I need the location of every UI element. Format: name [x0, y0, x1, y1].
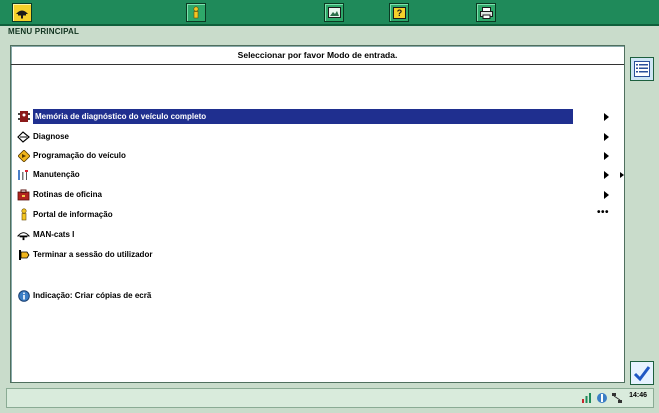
menu-item-label: Manutenção [33, 170, 80, 179]
man-cats-icon [15, 7, 29, 19]
man-cats-button[interactable] [12, 3, 32, 22]
submenu-arrow-icon [604, 171, 609, 179]
image-icon [328, 7, 341, 18]
list-icon [634, 61, 650, 77]
list-view-button[interactable] [630, 57, 654, 81]
menu-item-label: Portal de informação [33, 210, 113, 219]
menu-item-label: Rotinas de oficina [33, 190, 102, 199]
information-portal-icon [191, 6, 201, 19]
clock: 14:46 [629, 392, 647, 399]
menu-item-fault-memory[interactable] [17, 108, 617, 125]
checkmark-icon [633, 364, 651, 382]
menu-item-portal-informacao[interactable] [17, 206, 617, 223]
submenu-arrow-icon [604, 152, 609, 160]
menu-item-rotinas-oficina[interactable] [17, 186, 617, 203]
menu-item-label: Programação do veículo [33, 151, 126, 160]
menu-item-label: MAN-cats I [33, 230, 75, 239]
main-panel [10, 45, 625, 383]
submenu-arrow-icon [604, 133, 609, 141]
submenu-arrow-icon [604, 191, 609, 199]
print-icon [480, 7, 493, 19]
status-bar [6, 388, 654, 408]
network-icon [611, 391, 623, 403]
information-portal-button[interactable] [186, 3, 206, 22]
menu-title: MENU PRINCIPAL [8, 27, 80, 36]
fault-memory-icon [17, 110, 30, 123]
print-button[interactable] [476, 3, 496, 22]
submenu-arrow-icon [604, 113, 609, 121]
menu-item-man-cats[interactable] [17, 226, 617, 243]
menu-item-manutencao[interactable] [17, 166, 617, 183]
menu-item-screenshot-hint[interactable] [17, 287, 617, 304]
information-portal-icon [17, 208, 30, 221]
menu-item-label: Indicação: Criar cópias de ecrã [33, 291, 152, 300]
info-icon [17, 289, 30, 302]
instruction-header: Seleccionar por favor Modo de entrada. [11, 46, 624, 65]
top-toolbar [0, 0, 659, 26]
maintenance-icon [17, 168, 30, 181]
confirm-button[interactable] [630, 361, 654, 385]
tools-icon [596, 391, 608, 403]
menu-item-label: Memória de diagnóstico do veículo completo [35, 112, 207, 121]
menu-item-diagnose[interactable] [17, 128, 617, 145]
programming-icon [17, 149, 30, 162]
logout-icon [17, 248, 30, 261]
more-options-icon: ••• [597, 207, 610, 218]
man-cats-icon [17, 228, 30, 241]
workshop-icon [17, 188, 30, 201]
menu-item-label: Terminar a sessão do utilizador [33, 250, 153, 259]
help-button[interactable] [389, 3, 409, 22]
submenu-arrow-icon [620, 172, 624, 178]
svg-text:?: ? [396, 7, 402, 18]
help-icon [393, 7, 406, 19]
menu-item-programacao[interactable] [17, 147, 617, 164]
diagnosis-icon [17, 130, 30, 143]
menu-item-logout[interactable] [17, 246, 617, 263]
signal-icon [581, 391, 593, 403]
image-button[interactable] [324, 3, 344, 22]
menu-item-label: Diagnose [33, 132, 70, 141]
